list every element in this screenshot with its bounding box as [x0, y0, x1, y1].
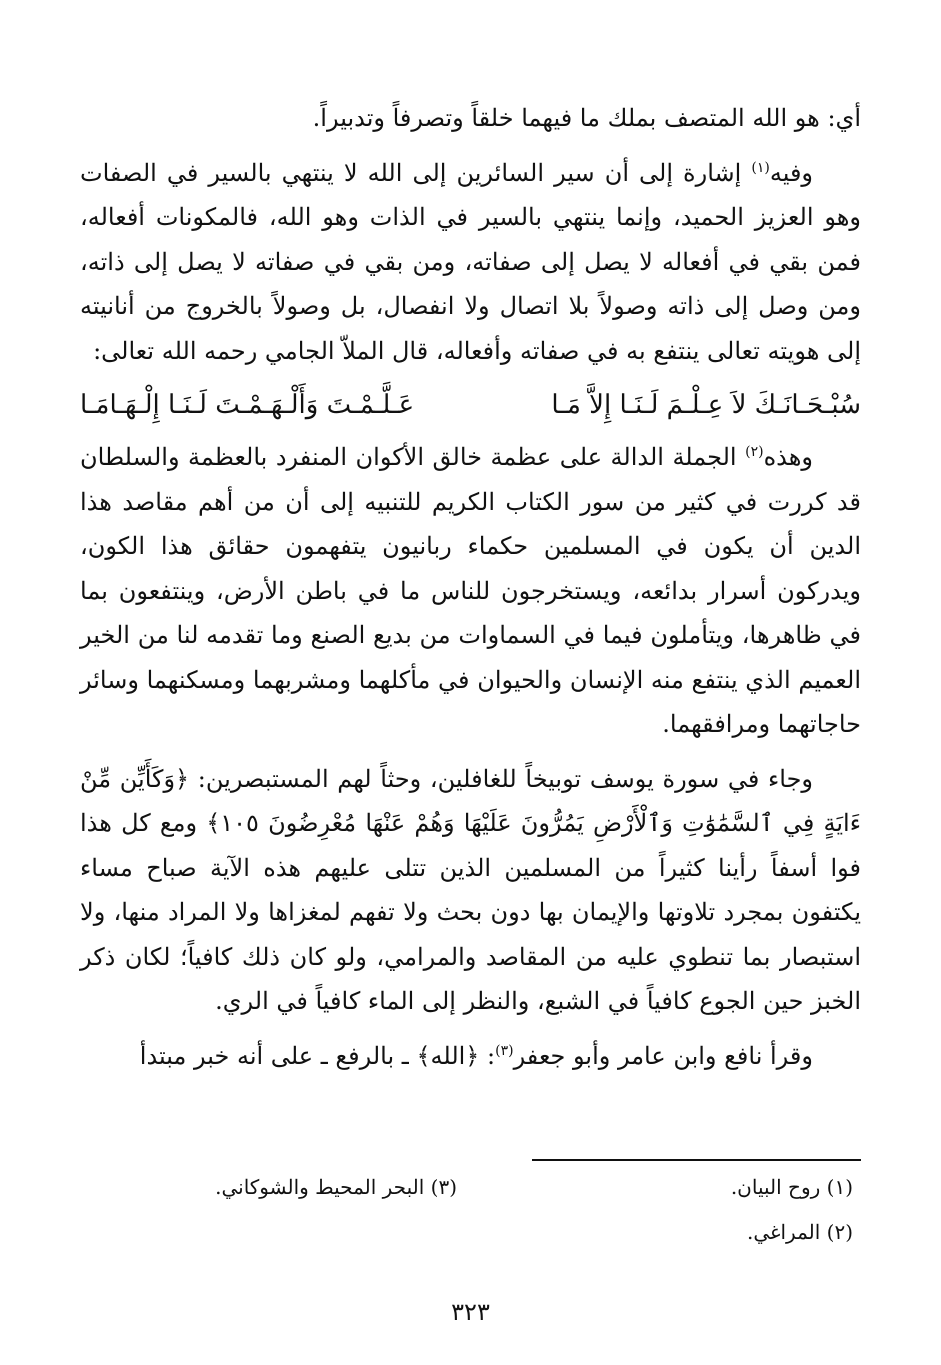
footnote-separator: [532, 1159, 861, 1161]
poem-verse: [80, 383, 861, 427]
poem-first-hemistich: سُبْـحَـانَـكَ لاَ عِـلْـمَ لَـنَـا إِلاَّ مَـا: [551, 390, 861, 420]
paragraph-5: [80, 1034, 861, 1079]
quran-verse: ﴿وَكَأَيِّن مِّنْ ءَايَةٍ فِي ٱلسَّمَٰوَٰتِ وَٱلْأَرْضِ يَمُرُّونَ عَلَيْهَا وَهُمْ عَنْهَا مُعْرِضُونَ ١٠٥﴾: [80, 764, 861, 837]
paragraph-5-rest: : ﴿الله﴾ ـ بالرفع ـ على أنه خبر مبتدأ: [139, 1041, 496, 1070]
footnote-ref-3[interactable]: (٣): [495, 1042, 514, 1059]
footnote-2: (٢) المراغي.: [746, 1220, 853, 1244]
footnote-ref-1[interactable]: (١): [751, 159, 770, 176]
paragraph-3-start: وهذه: [763, 443, 813, 471]
paragraph-5-start: وقرأ نافع وابن عامر وأبو جعفر: [513, 1041, 813, 1070]
paragraph-2-rest: إشارة إلى أن سير السائرين إلى الله لا ينتهي بالسير في الصفات وهو العزيز الحميد، وإنما ينتهي بالسير في الذات وهو الله، فالمكونات أفعاله، فمن بقي في أفعاله لا يصل إلى صفاته، ومن بقي في صفاته لا يصل إلى ذاته، ومن وصل إلى ذاته وصولاً بلا اتصال ولا انفصال، بل وصولاً بالخروج من أنانيته إلى هويته تعالى ينتفع به في صفاته وأفعاله، قال الملاّ الجامي رحمه الله تعالى:: [80, 158, 861, 365]
paragraph-2: [80, 151, 861, 374]
paragraph-3: [80, 435, 861, 747]
paragraph-4-start: وجاء في سورة يوسف توبيخاً للغافلين، وحثاً لهم المستبصرين:: [189, 764, 813, 793]
footnote-ref-2[interactable]: (٢): [745, 444, 764, 460]
paragraph-4: [80, 757, 861, 1024]
footnote-1: (١) روح البيان.: [730, 1175, 853, 1199]
paragraph-4-rest: ومع كل هذا فوا أسفاً رأينا كثيراً من المسلمين الذين تتلى عليهم هذه الآية صباح مساء يكتفون بمجرد تلاوتها والإيمان بها دون بحث ولا تفهم لمغزاها ولا المراد منها، ولا استبصار بما تنطوي عليه من المقاصد والمرامي، ولو كان ذلك كافياً؛ لكان ذكر الخبز حين الجوع كافياً في الشبع، والنظر إلى الماء كافياً في الري.: [80, 809, 861, 1015]
page-number: ٣٢٣: [451, 1298, 490, 1326]
main-text: [80, 96, 861, 1078]
paragraph-2-start: وفيه: [769, 158, 813, 187]
paragraph-3-rest: الجملة الدالة على عظمة خالق الأكوان المنفرد بالعظمة والسلطان قد كررت في كثير من سور الكتاب الكريم للتنبيه إلى أن من أهم مقاصد هذا الدين أن يكون في المسلمين حكماء ربانيون يتفهمون حقائق هذا الكون، ويدركون أسرار بدائعه، ويستخرجون للناس ما في باطن الأرض، وينتفعون بما في ظاهرها، ويتأملون فيما في السماوات من بديع الصنع وما تقدمه لنا من الخير العميم الذي ينتفع منه الإنسان والحيوان في مأكلهما ومشربهما ومسكنهما وسائر حاجاتهما ومرافقهما.: [80, 443, 861, 738]
footnote-3: (٣) البحر المحيط والشوكاني.: [215, 1175, 457, 1199]
poem-second-hemistich: عَـلَّـمْـتَ وَأَلْـهَـمْـتَ لَـنَـا إِلْـهَـامَـا: [80, 390, 415, 420]
paragraph-1: أي: هو الله المتصف بملك ما فيهما خلقاً وتصرفاً وتدبيراً.: [312, 104, 861, 132]
